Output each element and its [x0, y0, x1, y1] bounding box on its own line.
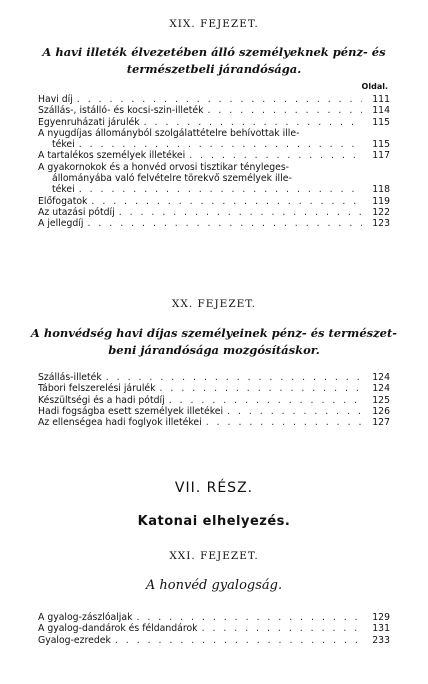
toc-entry-continuation: állományába való felvételre törekvő személyek ille-	[52, 173, 292, 185]
page-column-label: Oldal.	[361, 82, 388, 91]
chapter-20-subtitle-line1: A honvédség havi díjas személyeinek pénz- és természet-	[30, 326, 398, 340]
toc-entry: A gyalog-zászlóaljak . . . 129	[38, 612, 390, 623]
toc-entry-continuation: tékei . . . 115	[38, 139, 390, 150]
chapter-20-toc	[38, 372, 390, 428]
chapter-20-subtitle-line2: beni járandósága mozgósításkor.	[108, 343, 320, 357]
chapter-19-toc	[38, 94, 390, 230]
toc-entry: A jellegdíj . . . 123	[38, 218, 390, 229]
toc-entry: Előfogatok . . . 119	[38, 196, 390, 207]
chapter-19-subtitle-line1: A havi illeték élvezetében álló személyeknek pénz- és	[42, 45, 386, 59]
chapter-21-toc	[38, 612, 390, 646]
toc-entry: A gyakornokok és a honvéd orvosi tisztikar tényleges-	[38, 161, 290, 173]
part-7-heading: VII. RÉSZ.	[174, 480, 254, 496]
chapter-19-heading: XIX. FEJEZET.	[169, 18, 259, 30]
chapter-19-subtitle-line2: természetbeli járandósága.	[126, 62, 302, 76]
toc-entry: Havi díj . . . 111	[38, 94, 390, 105]
chapter-21-subtitle: A honvéd gyalogság.	[145, 578, 283, 593]
chapter-20-heading: XX. FEJEZET.	[171, 298, 257, 310]
toc-entry: Szállás-illeték . . . 124	[38, 372, 390, 383]
toc-entry: A tartalékos személyek illetékei . . . 117	[38, 150, 390, 161]
toc-entry: Szállás-, istálló- és kocsi-szin-illeték . . . 114	[38, 105, 390, 116]
toc-entry: Gyalog-ezredek . . . 233	[38, 635, 390, 646]
toc-entry: Tábori felszerelési járulék . . . 124	[38, 383, 390, 394]
toc-entry: A nyugdíjas állományból szolgálattételre behívottak ille-	[38, 127, 300, 139]
toc-entry: Hadi fogságba esett személyek illetékei . . . 126	[38, 406, 390, 417]
toc-entry: Készültségi és a hadi pótdíj . . . 125	[38, 395, 390, 406]
part-7-title: Katonai elhelyezés.	[137, 514, 291, 529]
toc-entry: Az utazási pótdíj . . . 122	[38, 207, 390, 218]
toc-entry-continuation: tékei . . . 118	[38, 184, 390, 195]
toc-entry: A gyalog-dandárok és féldandárok . . . 131	[38, 623, 390, 634]
chapter-21-heading: XXI. FEJEZET.	[169, 550, 259, 562]
toc-entry: Az ellenségea hadi foglyok illetékei . . . 127	[38, 417, 390, 428]
toc-entry: Egyenruházati járulék . . . 115	[38, 117, 390, 128]
